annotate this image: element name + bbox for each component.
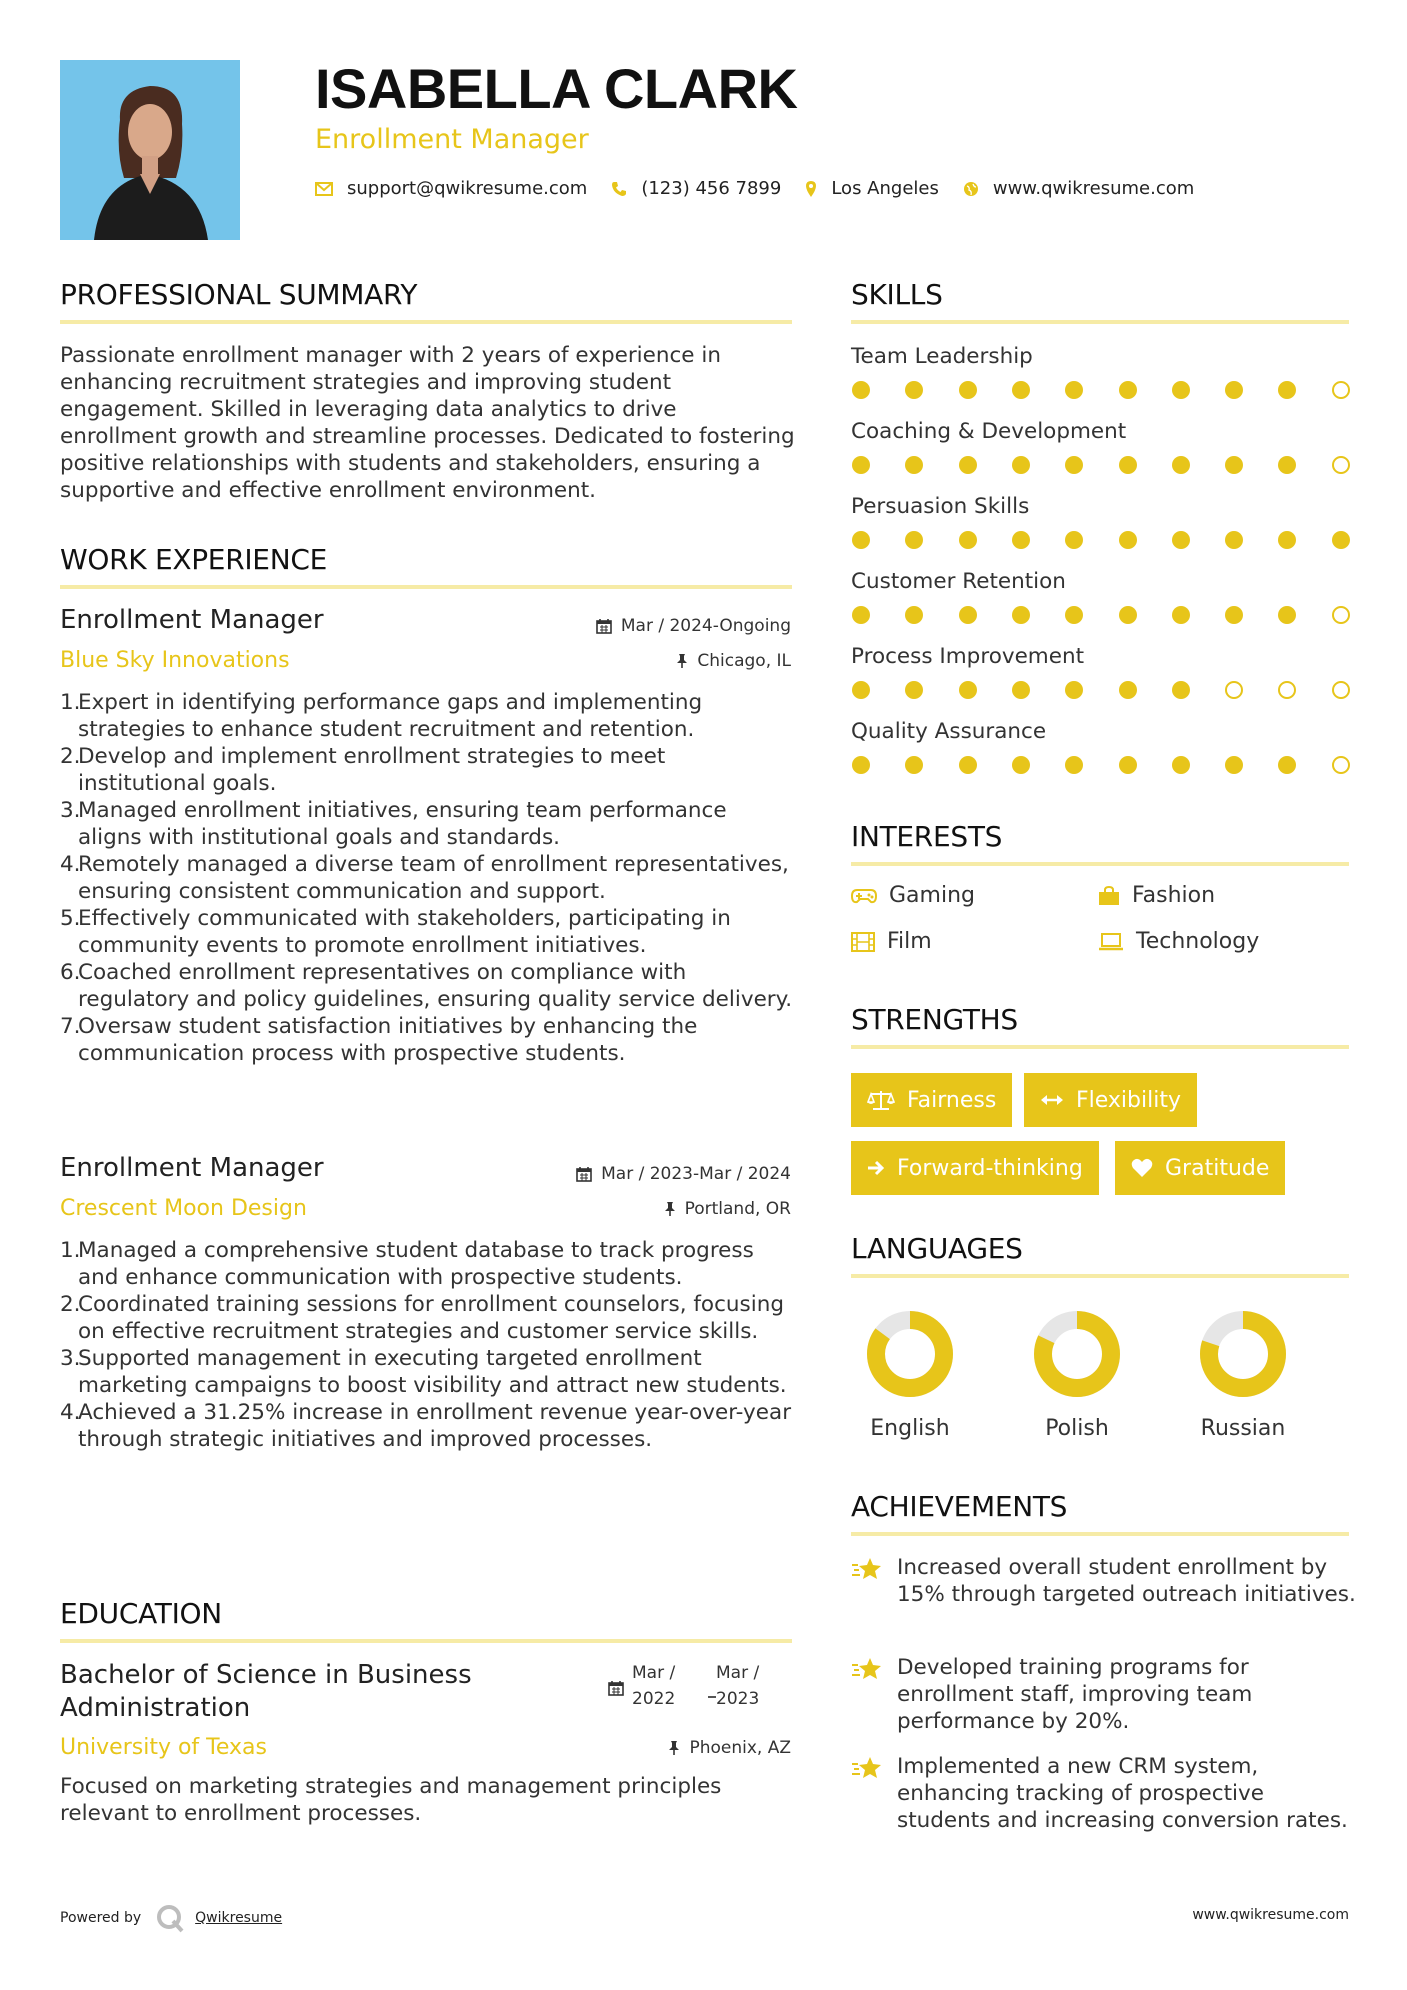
experience-heading: WORK EXPERIENCE xyxy=(60,543,327,576)
skill-rating xyxy=(852,606,1350,626)
strength-flexibility xyxy=(1024,1073,1197,1127)
skill-dot-filled xyxy=(905,456,923,474)
bullet-text: Coached enrollment representatives on compliance with regulatory and policy guidelines, ensuring quality service delivery. xyxy=(78,960,793,1012)
skill-dot-filled xyxy=(959,456,977,474)
job-2-location-text: Portland, OR xyxy=(684,1199,791,1219)
skill-rating xyxy=(852,456,1350,476)
skill-dot-filled xyxy=(905,381,923,399)
star-award-icon xyxy=(851,1656,883,1682)
skill-name: Customer Retention xyxy=(851,569,1066,594)
skill-dot-filled xyxy=(852,681,870,699)
job-bullet xyxy=(60,1291,795,1345)
gamepad-icon xyxy=(851,888,877,904)
strength-gratitude xyxy=(1115,1141,1285,1195)
skill-dot-filled xyxy=(1278,381,1296,399)
skill-dot-filled xyxy=(1012,681,1030,699)
skill-dot-filled xyxy=(1172,456,1190,474)
film-icon xyxy=(851,932,875,952)
interest-fashion xyxy=(1098,883,1215,908)
bullet-text: Coordinated training sessions for enrollment counselors, focusing on effective recruitment strategies and customer service skills. xyxy=(78,1292,784,1344)
bullet-text: Supported management in executing targeted enrollment marketing campaigns to boost visibility and attract new students. xyxy=(78,1346,787,1398)
skill-dot-filled xyxy=(959,606,977,624)
language-ring xyxy=(1200,1311,1286,1397)
phone-text: (123) 456 7899 xyxy=(641,178,782,199)
skill-dot-filled xyxy=(852,606,870,624)
job-1-location xyxy=(676,651,791,671)
bullet-text: Oversaw student satisfaction initiatives by enhancing the communication process with prospective students. xyxy=(78,1014,698,1066)
job-bullet xyxy=(60,1013,795,1067)
bullet-text: Remotely managed a diverse team of enrollment representatives, ensuring consistent communication and support. xyxy=(78,852,789,904)
skill-dot-filled xyxy=(1012,381,1030,399)
job-bullet xyxy=(60,959,795,1013)
job-1-date xyxy=(596,616,791,636)
strength-label: Forward-thinking xyxy=(897,1155,1083,1181)
bullet-text: Expert in identifying performance gaps and implementing strategies to enhance student recruitment and retention. xyxy=(78,690,703,742)
skill-dot-filled xyxy=(1012,606,1030,624)
start-month: Mar / xyxy=(632,1663,676,1683)
skill-dot-filled xyxy=(1172,681,1190,699)
skill-dot-filled xyxy=(1332,531,1350,549)
strength-forward-thinking xyxy=(851,1141,1099,1195)
job-1-title: Enrollment Manager xyxy=(60,605,324,635)
language-name: Russian xyxy=(1200,1416,1286,1441)
education-description: Focused on marketing strategies and management principles relevant to enrollment processes. xyxy=(60,1774,722,1826)
star-award-icon xyxy=(851,1556,883,1582)
language-name: English xyxy=(870,1416,950,1441)
bullet-number: 1. xyxy=(60,1238,81,1263)
skill-dot-filled xyxy=(1119,381,1137,399)
job-bullet xyxy=(60,797,795,851)
footer-url[interactable]: www.qwikresume.com xyxy=(1192,1907,1349,1923)
contact-email[interactable] xyxy=(315,178,587,199)
qwikresume-logo-icon xyxy=(155,1903,185,1933)
skill-dot-filled xyxy=(1119,681,1137,699)
heart-icon xyxy=(1131,1158,1153,1178)
date-separator xyxy=(708,1696,716,1698)
education-location-text: Phoenix, AZ xyxy=(689,1738,791,1758)
skill-dot-filled xyxy=(959,756,977,774)
job-2-date-text: Mar / 2023-Mar / 2024 xyxy=(601,1164,791,1184)
skill-dot-filled xyxy=(852,756,870,774)
education-heading: EDUCATION xyxy=(60,1597,222,1630)
skill-dot-empty xyxy=(1332,756,1350,774)
qwikresume-link[interactable]: Qwikresume xyxy=(195,1910,283,1926)
bullet-number: 4. xyxy=(60,1400,81,1425)
strengths-heading: STRENGTHS xyxy=(851,1003,1018,1036)
pushpin-icon xyxy=(668,1740,680,1756)
summary-text: Passionate enrollment manager with 2 years of experience in enhancing recruitment strategies and improving student engagement. Skilled in leveraging data analytics to drive enrollment growth and streamline processes. Dedicated to fostering positive relationships with students and stakeholders, ensuring a supportive and effective enrollment environment. xyxy=(60,343,795,503)
skill-dot-filled xyxy=(1225,606,1243,624)
interests-rule xyxy=(851,862,1349,866)
job-1-location-text: Chicago, IL xyxy=(697,651,791,671)
achievement-item xyxy=(851,1654,1361,1735)
skill-dot-filled xyxy=(1172,756,1190,774)
languages-heading: LANGUAGES xyxy=(851,1232,1023,1265)
bullet-number: 1. xyxy=(60,690,81,715)
skill-dot-filled xyxy=(1172,381,1190,399)
skill-dot-empty xyxy=(1332,456,1350,474)
skill-dot-filled xyxy=(852,456,870,474)
skill-dot-empty xyxy=(1278,681,1296,699)
job-2-bullets xyxy=(60,1237,795,1453)
profile-photo xyxy=(60,60,240,240)
laptop-icon xyxy=(1098,933,1124,951)
interest-label: Fashion xyxy=(1132,883,1216,908)
envelope-icon xyxy=(315,182,333,196)
job-bullet xyxy=(60,1399,795,1453)
skill-dot-filled xyxy=(1172,531,1190,549)
summary-heading: PROFESSIONAL SUMMARY xyxy=(60,278,418,311)
education-end-date xyxy=(716,1660,759,1712)
balance-scale-icon xyxy=(867,1089,895,1111)
end-month: Mar / xyxy=(716,1663,760,1683)
double-arrow-icon xyxy=(1040,1093,1064,1107)
skill-dot-filled xyxy=(1119,531,1137,549)
bullet-number: 6. xyxy=(60,960,81,985)
job-2-location xyxy=(664,1199,791,1219)
contact-location xyxy=(805,178,939,199)
contact-phone[interactable] xyxy=(611,178,781,199)
skill-dot-filled xyxy=(1119,756,1137,774)
skill-name: Persuasion Skills xyxy=(851,494,1030,519)
skill-dot-filled xyxy=(1065,456,1083,474)
summary-rule xyxy=(60,320,792,324)
skill-dot-filled xyxy=(959,381,977,399)
calendar-icon xyxy=(596,618,612,634)
pushpin-icon xyxy=(676,653,688,669)
education-location xyxy=(668,1738,791,1758)
arrow-right-icon xyxy=(867,1159,885,1177)
globe-icon xyxy=(963,181,979,197)
bullet-number: 2. xyxy=(60,744,81,769)
contact-bar xyxy=(315,178,1218,199)
skill-dot-filled xyxy=(1065,381,1083,399)
skill-dot-filled xyxy=(1012,531,1030,549)
skill-dot-filled xyxy=(1225,756,1243,774)
achievements-heading: ACHIEVEMENTS xyxy=(851,1490,1068,1523)
bullet-text: Managed enrollment initiatives, ensuring team performance aligns with institutional goals and standards. xyxy=(78,798,727,850)
start-year: 2022 xyxy=(632,1689,676,1709)
achievement-item xyxy=(851,1753,1361,1834)
skill-dot-filled xyxy=(1278,756,1296,774)
website-text: www.qwikresume.com xyxy=(992,178,1195,199)
skill-rating xyxy=(852,756,1350,776)
bullet-number: 7. xyxy=(60,1014,81,1039)
location-text: Los Angeles xyxy=(831,178,939,199)
interest-gaming xyxy=(851,883,975,908)
skills-heading: SKILLS xyxy=(851,278,943,311)
bullet-text: Managed a comprehensive student database to track progress and enhance communication with prospective students. xyxy=(78,1238,754,1290)
bullet-number: 2. xyxy=(60,1292,81,1317)
strength-label: Gratitude xyxy=(1165,1155,1270,1181)
skill-dot-filled xyxy=(1278,531,1296,549)
education-school: University of Texas xyxy=(60,1735,267,1760)
shopping-bag-icon xyxy=(1098,886,1120,906)
interest-film xyxy=(851,929,932,954)
skill-name: Quality Assurance xyxy=(851,719,1047,744)
job-1-date-text: Mar / 2024-Ongoing xyxy=(620,616,791,636)
job-bullet xyxy=(60,1345,795,1399)
end-year: 2023 xyxy=(716,1689,760,1709)
skill-dot-empty xyxy=(1332,681,1350,699)
job-2-date xyxy=(576,1164,791,1184)
strength-label: Fairness xyxy=(907,1087,997,1113)
skill-dot-filled xyxy=(1225,531,1243,549)
bullet-number: 3. xyxy=(60,1346,81,1371)
skill-name: Team Leadership xyxy=(851,344,1033,369)
interest-label: Film xyxy=(887,929,932,954)
skill-dot-filled xyxy=(1278,606,1296,624)
skills-rule xyxy=(851,320,1349,324)
skill-dot-filled xyxy=(1065,681,1083,699)
skill-name: Coaching & Development xyxy=(851,419,1127,444)
bullet-text: Develop and implement enrollment strategies to meet institutional goals. xyxy=(78,744,666,796)
skill-dot-filled xyxy=(1119,606,1137,624)
star-award-icon xyxy=(851,1755,883,1781)
skill-dot-filled xyxy=(905,681,923,699)
skill-dot-filled xyxy=(1012,456,1030,474)
footer-powered-by xyxy=(60,1903,282,1933)
strengths-rule xyxy=(851,1045,1349,1049)
interests-heading: INTERESTS xyxy=(851,820,1003,853)
language-ring xyxy=(1034,1311,1120,1397)
skill-dot-filled xyxy=(905,756,923,774)
candidate-title: Enrollment Manager xyxy=(315,124,589,155)
pushpin-icon xyxy=(664,1201,676,1217)
achievement-item xyxy=(851,1554,1361,1608)
interest-label: Technology xyxy=(1136,929,1260,954)
job-1-bullets xyxy=(60,689,795,1067)
strength-label: Flexibility xyxy=(1076,1087,1181,1113)
skill-rating xyxy=(852,531,1350,551)
skill-name: Process Improvement xyxy=(851,644,1085,669)
skill-dot-filled xyxy=(1225,456,1243,474)
candidate-name: ISABELLA CLARK xyxy=(315,57,798,120)
achievements-rule xyxy=(851,1532,1349,1536)
skill-dot-filled xyxy=(1065,531,1083,549)
experience-rule xyxy=(60,585,792,589)
bullet-number: 4. xyxy=(60,852,81,877)
calendar-icon xyxy=(608,1680,624,1696)
bullet-number: 5. xyxy=(60,906,81,931)
bullet-text: Effectively communicated with stakeholders, participating in community events to promote enrollment initiatives. xyxy=(78,906,731,958)
skill-dot-filled xyxy=(1172,606,1190,624)
job-1-company: Blue Sky Innovations xyxy=(60,648,290,673)
calendar-icon xyxy=(576,1166,592,1182)
email-text: support@qwikresume.com xyxy=(347,178,588,199)
achievement-text: Increased overall student enrollment by 15% through targeted outreach initiatives. xyxy=(897,1555,1356,1607)
skill-dot-filled xyxy=(959,531,977,549)
skill-dot-empty xyxy=(1332,606,1350,624)
language-ring xyxy=(867,1311,953,1397)
job-2-title: Enrollment Manager xyxy=(60,1153,324,1183)
interest-label: Gaming xyxy=(889,883,975,908)
skill-dot-filled xyxy=(852,531,870,549)
job-bullet xyxy=(60,689,795,743)
achievement-text: Developed training programs for enrollment staff, improving team performance by 20%. xyxy=(897,1655,1253,1734)
job-bullet xyxy=(60,851,795,905)
skill-dot-filled xyxy=(1119,456,1137,474)
achievement-text: Implemented a new CRM system, enhancing tracking of prospective students and increasing conversion rates. xyxy=(897,1754,1348,1833)
skill-rating xyxy=(852,681,1350,701)
skill-dot-filled xyxy=(852,381,870,399)
skill-dot-filled xyxy=(1065,756,1083,774)
skill-dot-empty xyxy=(1225,681,1243,699)
bullet-text: Achieved a 31.25% increase in enrollment revenue year-over-year through strategic initiatives and improved processes. xyxy=(78,1400,792,1452)
job-2-company: Crescent Moon Design xyxy=(60,1196,307,1221)
skill-dot-filled xyxy=(1012,756,1030,774)
job-bullet xyxy=(60,905,795,959)
education-start-date xyxy=(632,1660,675,1712)
skill-dot-filled xyxy=(1065,606,1083,624)
bullet-number: 3. xyxy=(60,798,81,823)
phone-icon xyxy=(611,181,627,197)
skill-dot-filled xyxy=(1225,381,1243,399)
education-degree: Bachelor of Science in Business Administration xyxy=(60,1660,472,1723)
skill-dot-filled xyxy=(905,606,923,624)
strength-fairness xyxy=(851,1073,1012,1127)
skill-dot-filled xyxy=(959,681,977,699)
job-bullet xyxy=(60,743,795,797)
skill-dot-filled xyxy=(1278,456,1296,474)
contact-website[interactable] xyxy=(963,178,1194,199)
language-name: Polish xyxy=(1045,1416,1109,1441)
powered-by-text: Powered by xyxy=(60,1910,142,1926)
interest-technology xyxy=(1098,929,1259,954)
job-bullet xyxy=(60,1237,795,1291)
languages-rule xyxy=(851,1274,1349,1278)
skill-dot-filled xyxy=(905,531,923,549)
skill-rating xyxy=(852,381,1350,401)
skill-dot-empty xyxy=(1332,381,1350,399)
map-pin-icon xyxy=(805,180,817,198)
education-rule xyxy=(60,1639,792,1643)
